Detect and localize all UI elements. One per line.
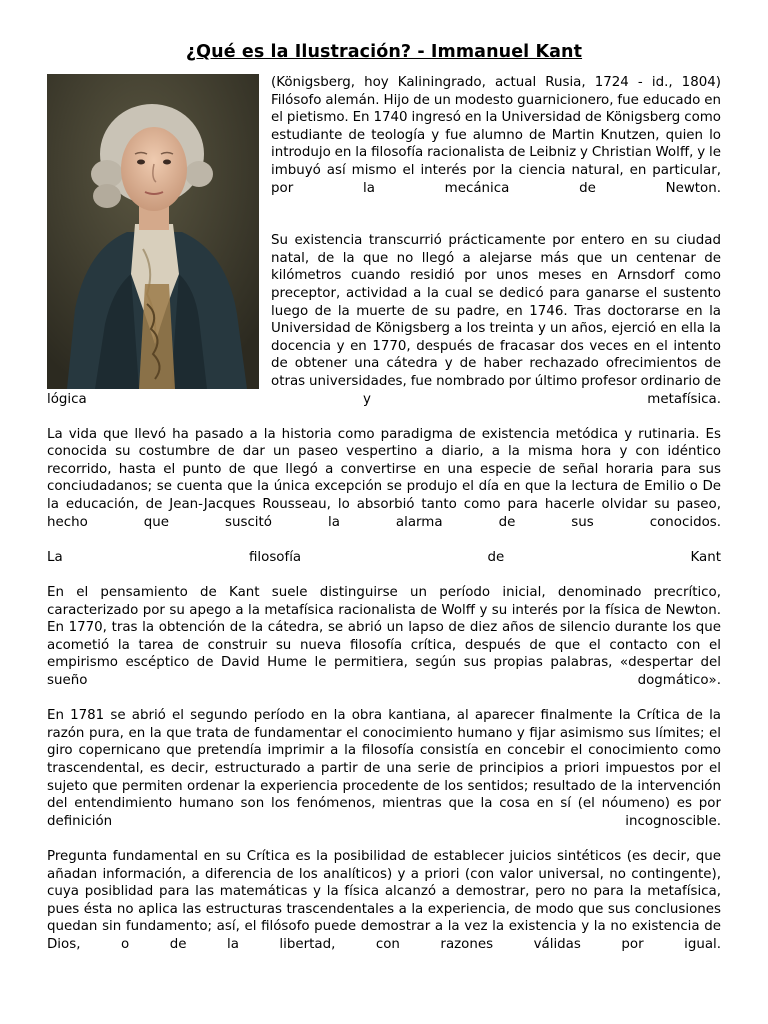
paragraph-3: La vida que llevó ha pasado a la historia como paradigma de existencia metódica y rutinaria. Es conocida su costumbre de dar un paseo vespertino a diario, a la misma hora y con idéntico recorrido, hasta el punto de que llegó a convertirse en una especie de señal horaria para sus conciudadanos; se cuenta que la única excepción se produjo el día en que la lectura de Emilio o De la educación, de Jean-Jacques Rousseau, lo absorbió tanto como para hacerle olvidar su paseo, hecho que suscitó la alarma de sus conocidos. xyxy=(47,426,721,530)
spacer xyxy=(47,408,721,426)
paragraph-1: (Königsberg, hoy Kaliningrado, actual Rusia, 1724 - id., 1804) Filósofo alemán. Hijo de un modesto guarnicionero, fue educado en el pietismo. En 1740 ingresó en la Universidad de Königsberg como estudiante de teología y fue alumno de Martin Knutzen, quien lo introdujo en la filosofía racionalista de Leibniz y Christian Wolff, y le imbuyó así mismo el interés por la ciencia natural, en particular, por la mecánica de Newton. xyxy=(271,75,721,196)
spacer xyxy=(47,531,721,549)
paragraph-5: En 1781 se abrió el segundo período en la obra kantiana, al aparecer finalmente la Crítica de la razón pura, en la que trata de fundamentar el conocimiento humano y fijar asimismo sus límites; el giro copernicano que pretendía imprimir a la filosofía consistía en concebir el conocimiento como trascendental, es decir, estructurado a partir de una serie de principios a priori impuestos por el sujeto que permiten ordenar la experiencia procedente de los sentidos; resultado de la intervención del entendimiento humano son los fenómenos, mientras que la cosa en sí (el nóumeno) es por definición incognoscible. xyxy=(47,708,721,829)
spacer xyxy=(47,690,721,708)
paragraph-4: En el pensamiento de Kant suele distinguirse un período inicial, denominado precrítico, caracterizado por su apego a la metafísica racionalista de Wolff y su interés por la física de Newton. En 1770, tras la obtención de la cátedra, se abrió un lapso de diez años de silencio durante los que acometió la tarea de construir su nueva filosofía crítica, después de que el contacto con el empirismo escéptico de David Hume le permitiera, según sus propias palabras, «despertar del sueño dogmático». xyxy=(47,585,721,688)
paragraph-2: Su existencia transcurrió prácticamente por entero en su ciudad natal, de la que no llegó a alejarse más que un centenar de kilómetros cuando residió por unos meses en Arnsdorf como preceptor, actividad a la cual se dedicó para ganarse el sustento luego de la muerte de su padre, en 1746. Tras doctorarse en la Universidad de Königsberg a los treinta y un años, ejerció en ella la docencia y en 1770, después de fracasar dos veces en el intento de obtener una cátedra y de haber rechazado ofrecimientos de otras universidades, fue nombrado por último profesor ordinario de lógica y metafísica. xyxy=(47,233,721,407)
section-heading: La filosofía de Kant xyxy=(47,549,721,565)
portrait-image xyxy=(47,74,259,389)
spacer xyxy=(47,566,721,584)
spacer xyxy=(47,830,721,848)
paragraph-6: Pregunta fundamental en su Crítica es la posibilidad de establecer juicios sintéticos (es decir, que añadan información, a diferencia de los analíticos) y a priori (con valor universal, no contingente), cuya posiblidad para las matemáticas y la física alcanzó a demostrar, pero no para la metafísica, pues ésta no aplica las estructuras trascendentales a la experiencia, de modo que sus conclusiones quedan sin fundamento; así, el filósofo puede demostrar a la vez la existencia y la no existencia de Dios, o de la libertad, con razones válidas por igual. xyxy=(47,848,721,952)
page-title: ¿Qué es la Ilustración? - Immanuel Kant xyxy=(185,42,583,62)
